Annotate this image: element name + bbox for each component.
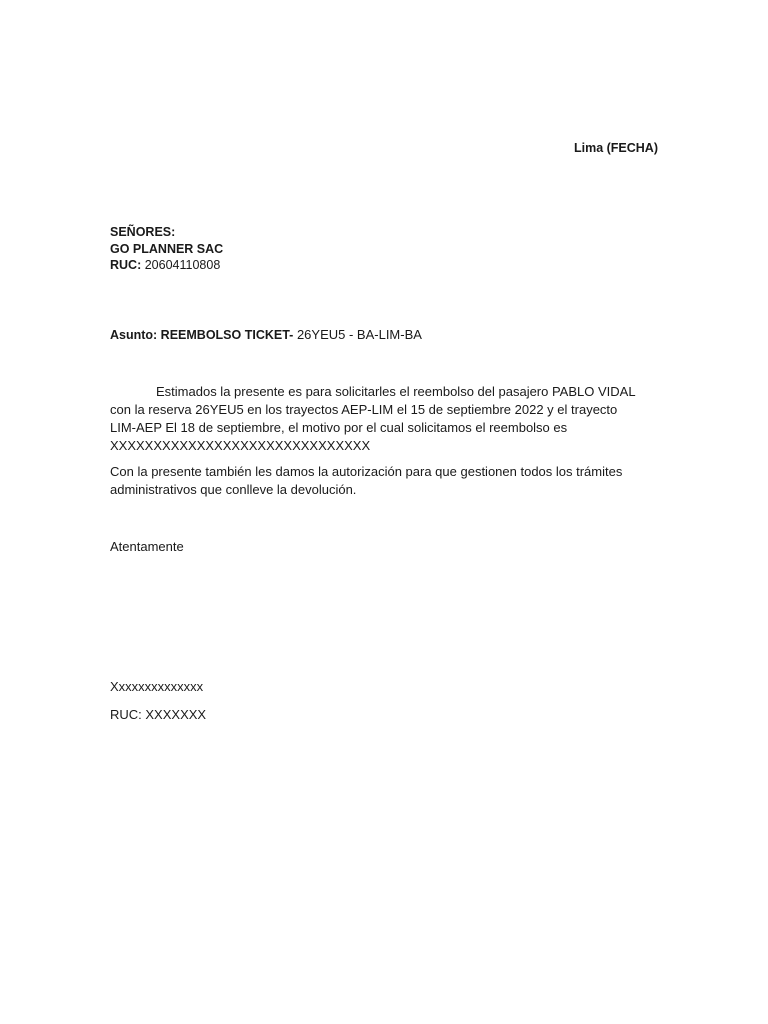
signature-name: Xxxxxxxxxxxxxx — [110, 679, 204, 694]
paragraph-2-line-2: administrativos que conlleve la devolución. — [110, 482, 357, 497]
date-line: Lima (FECHA) — [573, 141, 658, 155]
closing: Atentamente — [110, 539, 184, 554]
salutation: SEÑORES: — [110, 225, 176, 239]
addressee-block — [110, 224, 223, 274]
paragraph-1-line-4: XXXXXXXXXXXXXXXXXXXXXXXXXXXXXX — [110, 438, 371, 453]
company-name: GO PLANNER SAC — [110, 241, 224, 256]
ruc-value: 20604110808 — [144, 258, 221, 272]
subject-value: 26YEU5 - BA-LIM-BA — [293, 327, 422, 342]
company-ruc — [110, 257, 223, 274]
paragraph-1-line-3: LIM-AEP El 18 de septiembre, el motivo por el cual solicitamos el reembolso es — [110, 420, 568, 435]
signature-ruc: RUC: XXXXXXX — [110, 707, 207, 722]
subject-line — [110, 327, 422, 343]
body-paragraph-1 — [110, 383, 665, 455]
paragraph-2-line-1: Con la presente también les damos la autorización para que gestionen todos los trámites — [110, 464, 623, 479]
ruc-label: RUC: — [110, 258, 142, 272]
letter-body — [110, 383, 665, 507]
subject-label: Asunto: REEMBOLSO TICKET- — [110, 328, 294, 342]
paragraph-1-line-1-text: Estimados la presente es para solicitarles el reembolso del pasajero PABLO VIDAL — [156, 384, 636, 399]
paragraph-1-line-1 — [110, 383, 665, 401]
body-paragraph-2 — [110, 463, 665, 499]
paragraph-1-line-2: con la reserva 26YEU5 en los trayectos AEP-LIM el 15 de septiembre 2022 y el trayecto — [110, 402, 618, 417]
